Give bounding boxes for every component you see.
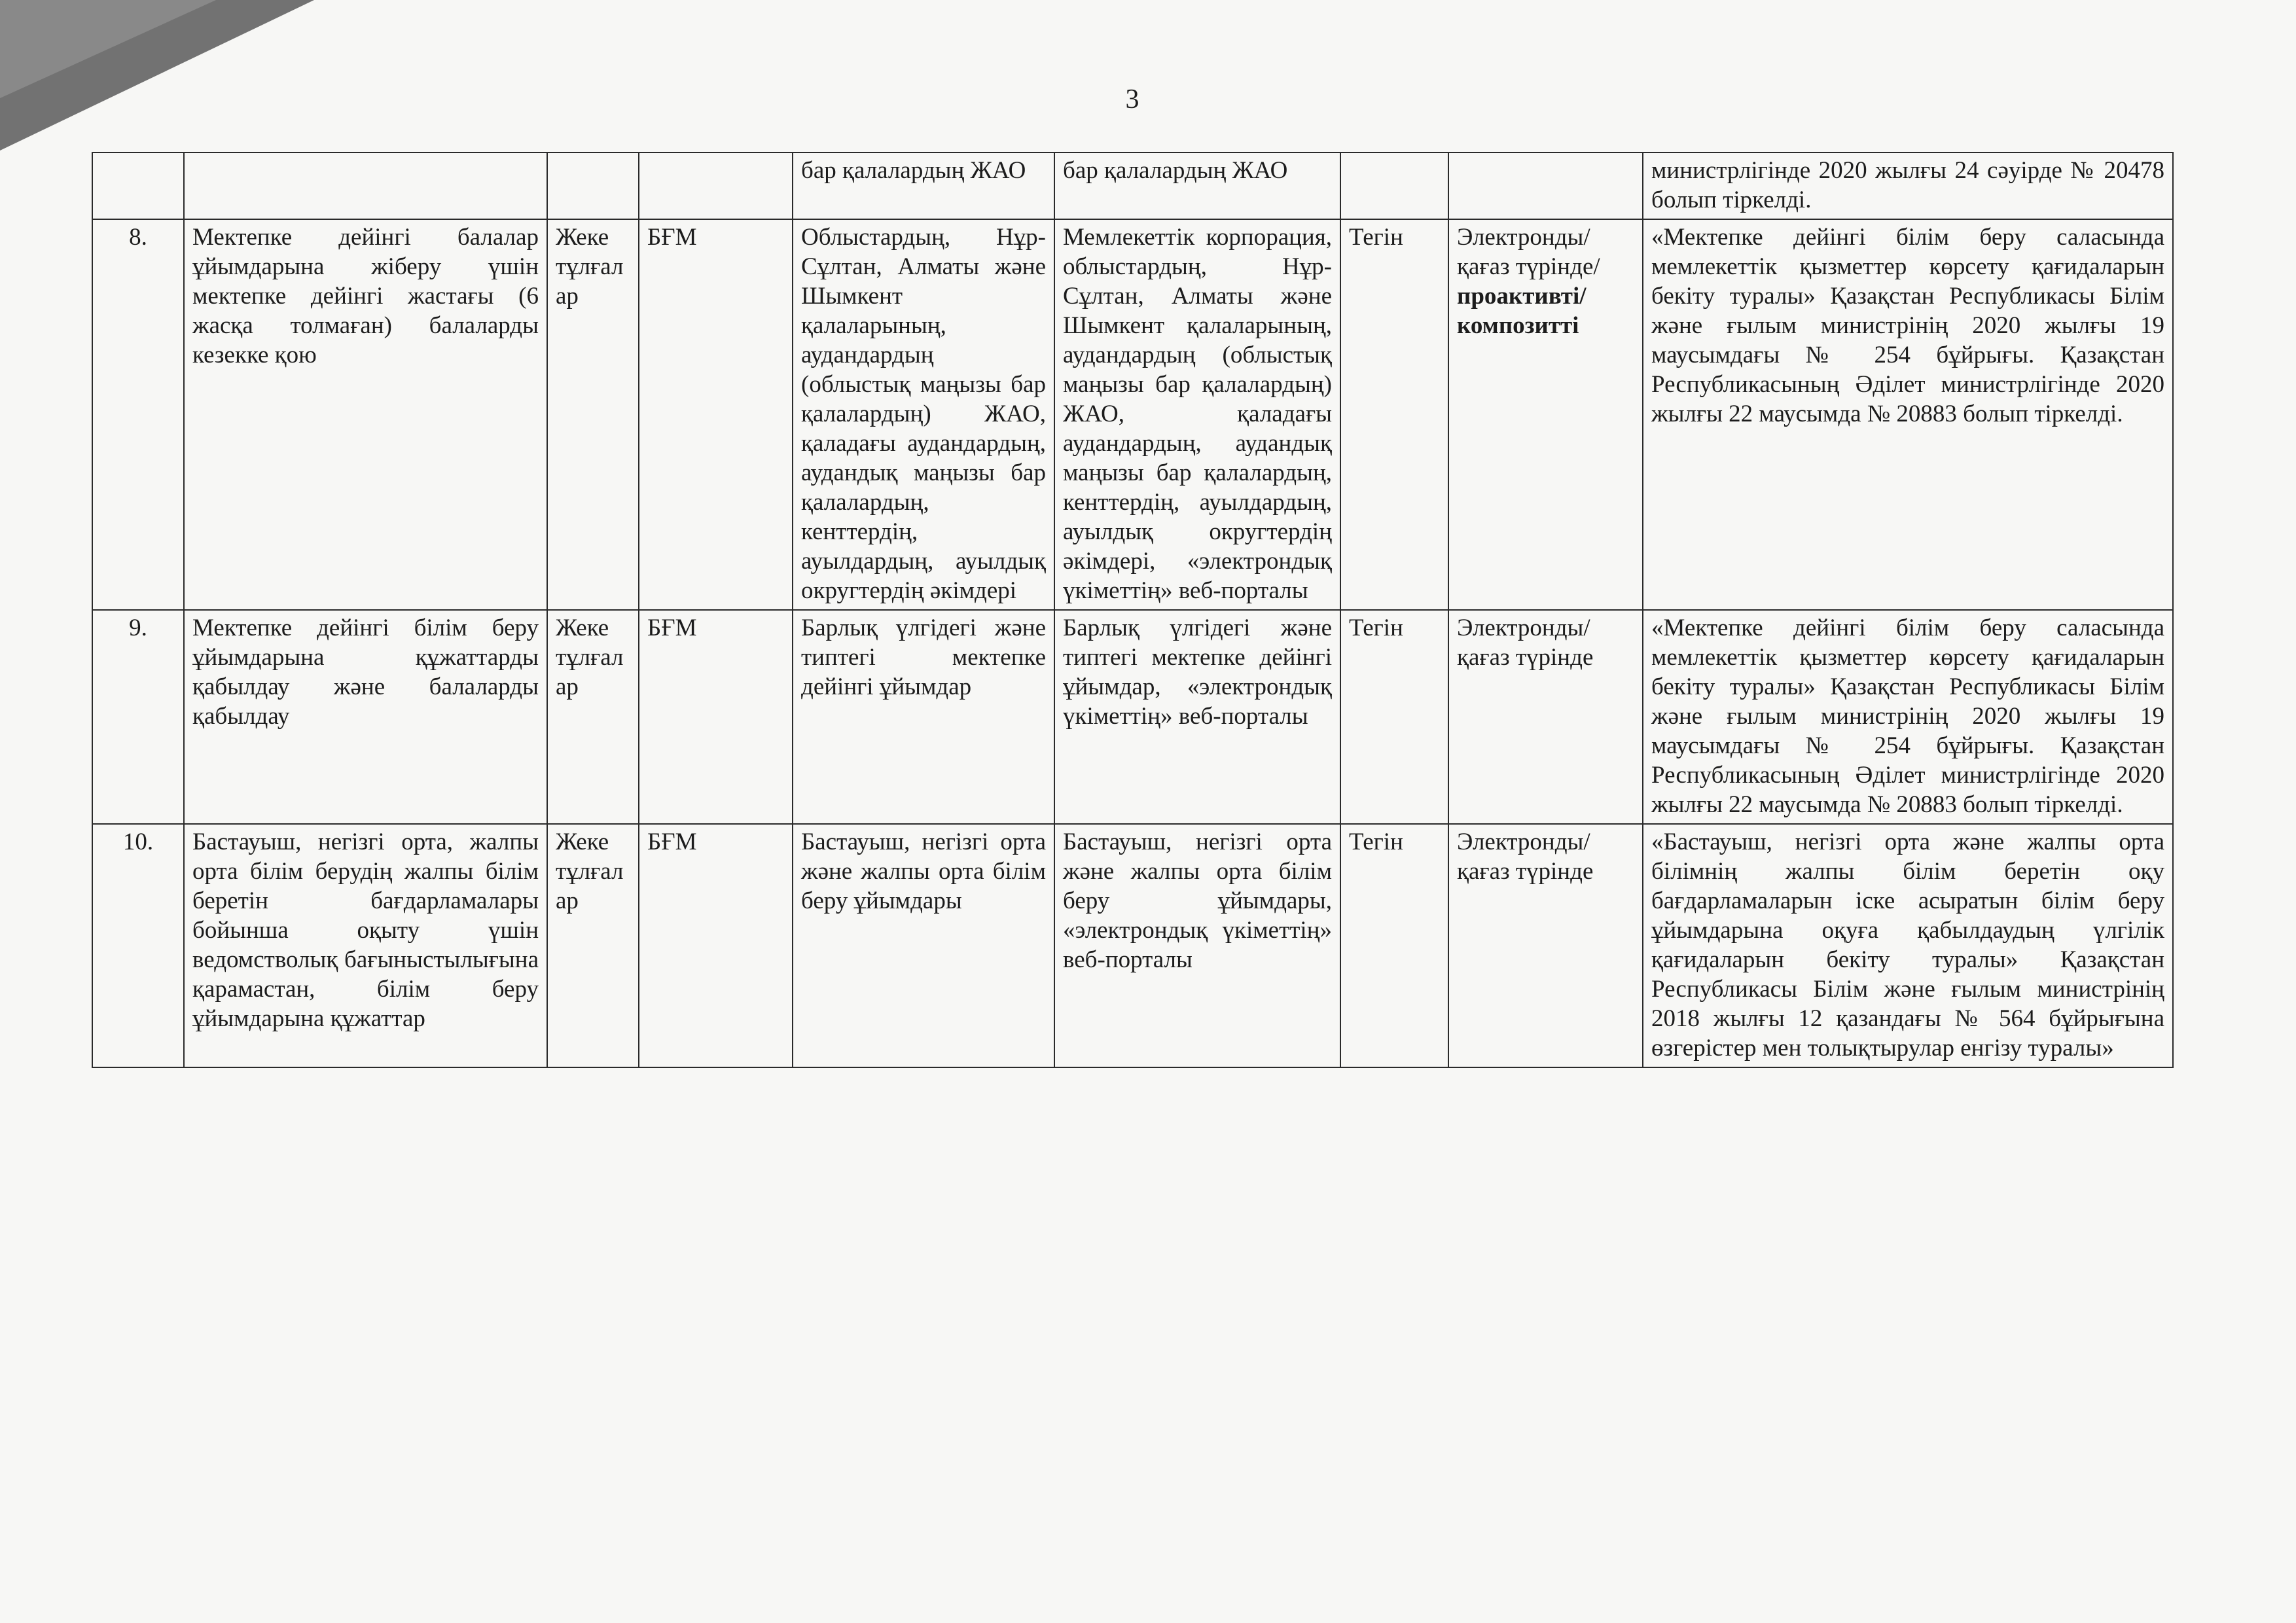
cell-form — [1448, 152, 1643, 219]
cell-recipient: Жеке тұлғалар — [547, 824, 639, 1067]
cell-form — [1448, 219, 1643, 610]
cell-cost: Тегін — [1340, 219, 1448, 610]
cell-issuing-place: Барлық үлгідегі және типтегі мектепке дейінгі ұйымдар, «электрондық үкіметтің» веб-порталы — [1054, 610, 1340, 824]
cell-number: 10. — [92, 824, 184, 1067]
cell-legal-basis: «Бастауыш, негізгі орта және жалпы орта білімнің жалпы білім беретін оқу бағдарламаларын іске асыратын білім беру ұйымдарына оқуға қабылдаудың үлгілік қағидаларын бекіту туралы» Қазақстан Республикасы Білім және ғылым министрінің 2018 жылғы 12 қазандағы № 564 бұйрығына өзгерістер мен толықтырулар енгізу туралы» — [1643, 824, 2173, 1067]
cell-recipient: Жеке тұлғалар — [547, 610, 639, 824]
table-row — [92, 610, 2173, 824]
cell-issuing-place: Мемлекеттік корпорация, облыстардың, Нұр-Сұлтан, Алматы және Шымкент қалаларының, аудандардың (облыстық маңызы бар қалалардың) ЖАО, қаладағы аудандардың, аудандық маңызы бар қалалардың, кенттердің, ауылдардың, ауылдық округтердің әкімдері, «электрондық үкіметтің» веб-порталы — [1054, 219, 1340, 610]
cell-ministry: БҒМ — [639, 824, 793, 1067]
cell-cost: Тегін — [1340, 610, 1448, 824]
cell-issuing-place: бар қалалардың ЖАО — [1054, 152, 1340, 219]
cell-legal-basis: «Мектепке дейінгі білім беру саласында мемлекеттік қызметтер көрсету қағидаларын бекіту туралы» Қазақстан Республикасы Білім және ғылым министрінің 2020 жылғы 19 маусымдағы № 254 бұйрығы. Қазақстан Республикасының Әділет министрлігінде 2020 жылғы 22 маусымда № 20883 болып тіркелді. — [1643, 610, 2173, 824]
cell-provider: Барлық үлгідегі және типтегі мектепке дейінгі ұйымдар — [793, 610, 1054, 824]
cell-number — [92, 152, 184, 219]
cell-recipient: Жеке тұлғалар — [547, 219, 639, 610]
cell-number: 8. — [92, 219, 184, 610]
table-row-continuation — [92, 152, 2173, 219]
cell-number: 9. — [92, 610, 184, 824]
cell-service-name: Мектепке дейінгі білім беру ұйымдарына құжаттарды қабылдау және балаларды қабылдау — [184, 610, 547, 824]
cell-service-name — [184, 152, 547, 219]
form-text-bold: проактивті/композитті — [1457, 283, 1587, 339]
cell-ministry — [639, 152, 793, 219]
cell-cost: Тегін — [1340, 824, 1448, 1067]
scan-shadow-corner-light — [0, 0, 216, 98]
table-row — [92, 219, 2173, 610]
cell-issuing-place: Бастауыш, негізгі орта және жалпы орта білім беру ұйымдары, «электрондық үкіметтің» веб-порталы — [1054, 824, 1340, 1067]
cell-form: Электронды/ қағаз түрінде — [1448, 824, 1643, 1067]
cell-recipient — [547, 152, 639, 219]
cell-service-name: Мектепке дейінгі балалар ұйымдарына жіберу үшін мектепке дейінгі жастағы (6 жасқа толмаған) балаларды кезекке қою — [184, 219, 547, 610]
cell-provider: бар қалалардың ЖАО — [793, 152, 1054, 219]
cell-service-name: Бастауыш, негізгі орта, жалпы орта білім берудің жалпы білім беретін бағдарламалары бойынша оқыту үшін ведомстволық бағыныстылығына қарамастан, білім беру ұйымдарына құжаттар — [184, 824, 547, 1067]
cell-legal-basis: министрлігінде 2020 жылғы 24 сәуірде № 20478 болып тіркелді. — [1643, 152, 2173, 219]
cell-cost — [1340, 152, 1448, 219]
services-table — [92, 152, 2174, 1068]
cell-provider: Бастауыш, негізгі орта және жалпы орта білім беру ұйымдары — [793, 824, 1054, 1067]
table-row — [92, 824, 2173, 1067]
form-text: Электронды/ қағаз түрінде/ — [1457, 224, 1600, 280]
cell-ministry: БҒМ — [639, 219, 793, 610]
cell-ministry: БҒМ — [639, 610, 793, 824]
cell-form: Электронды/ қағаз түрінде — [1448, 610, 1643, 824]
cell-legal-basis: «Мектепке дейінгі білім беру саласында мемлекеттік қызметтер көрсету қағидаларын бекіту туралы» Қазақстан Республикасы Білім және ғылым министрінің 2020 жылғы 19 маусымдағы № 254 бұйрығы. Қазақстан Республикасының Әділет министрлігінде 2020 жылғы 22 маусымда № 20883 болып тіркелді. — [1643, 219, 2173, 610]
page-number: 3 — [1125, 84, 1139, 115]
cell-provider: Облыстардың, Нұр-Сұлтан, Алматы және Шымкент қалаларының, аудандардың (облыстық маңызы бар қалалардың) ЖАО, қаладағы аудандардың, аудандық маңызы бар қалалардың, кенттердің, ауылдардың, ауылдық округтердің әкімдері — [793, 219, 1054, 610]
